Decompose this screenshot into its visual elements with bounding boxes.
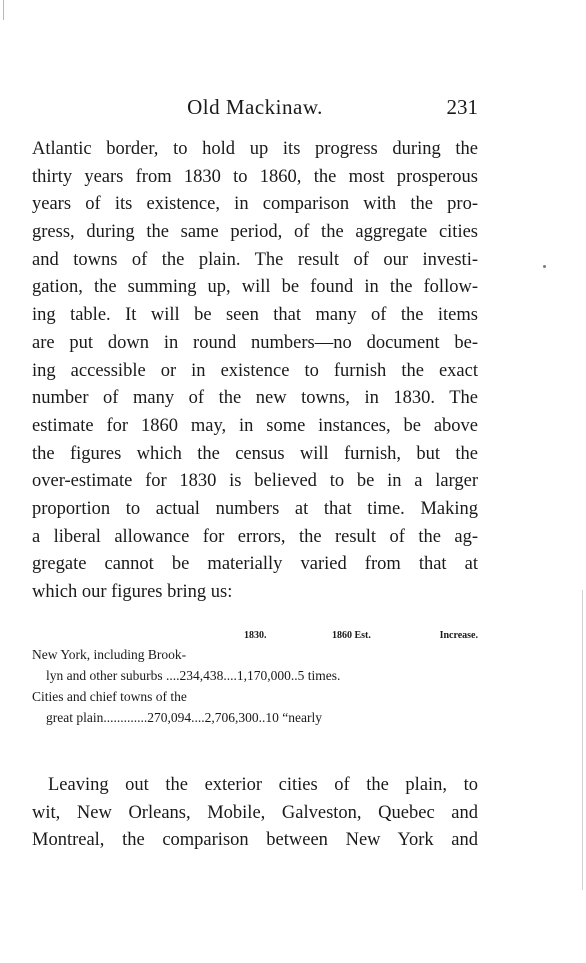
text-line: number of many of the new towns, in 1830. The: [32, 388, 478, 409]
page-header: [32, 95, 478, 123]
table-header-row: [32, 626, 478, 644]
text-line: ing accessible or in existence to furnish the exact: [32, 360, 478, 381]
table-row: New York, including Brook-: [32, 647, 187, 662]
running-title: Old Mackinaw.: [187, 95, 323, 119]
text-line: gation, the summing up, will be found in the follow-: [32, 277, 478, 298]
text-line: gregate cannot be materially varied from that at: [32, 554, 478, 575]
table-row: Cities and chief towns of the: [32, 689, 187, 704]
text-line: a liberal allowance for errors, the result of the ag-: [32, 526, 478, 547]
right-edge-mark: [582, 590, 583, 890]
text-line: years of its existence, in comparison with the pro-: [32, 194, 478, 215]
text-line: thirty years from 1830 to 1860, the most prosperous: [32, 166, 478, 187]
text-line: proportion to actual numbers at that time. Making: [32, 498, 478, 519]
text-line: wit, New Orleans, Mobile, Galveston, Quebec and: [32, 802, 478, 823]
text-line: Atlantic border, to hold up its progress during the: [32, 139, 478, 159]
paragraph-1: [32, 136, 478, 607]
text-line: which our figures bring us:: [32, 582, 233, 602]
table-row: great plain.............270,094....2,706,300..10 “nearly: [46, 710, 322, 725]
text-line: over-estimate for 1830 is believed to be in a larger: [32, 471, 478, 492]
column-header-1860: 1860 Est.: [332, 630, 371, 641]
paragraph-2: [32, 772, 478, 855]
text-line: the figures which the census will furnish, but the: [32, 443, 478, 464]
page-number: 231: [446, 95, 478, 119]
population-table: [32, 626, 478, 728]
text-line: gress, during the same period, of the aggregate cities: [32, 222, 478, 243]
margin-dot: [543, 265, 546, 268]
column-header-increase: Increase.: [439, 630, 478, 641]
text-line: estimate for 1860 may, in some instances, be above: [32, 415, 478, 436]
table-row: lyn and other suburbs ....234,438....1,170,000..5 times.: [46, 668, 341, 683]
text-line: ing table. It will be seen that many of the items: [32, 305, 478, 326]
text-line: Leaving out the exterior cities of the plain, to: [48, 775, 478, 795]
left-edge-mark: [3, 0, 4, 20]
text-line: are put down in round numbers—no document be-: [32, 332, 478, 353]
text-line: and towns of the plain. The result of our investi-: [32, 249, 478, 270]
column-header-1830: 1830.: [244, 630, 267, 641]
text-line: Montreal, the comparison between New York and: [32, 830, 478, 851]
